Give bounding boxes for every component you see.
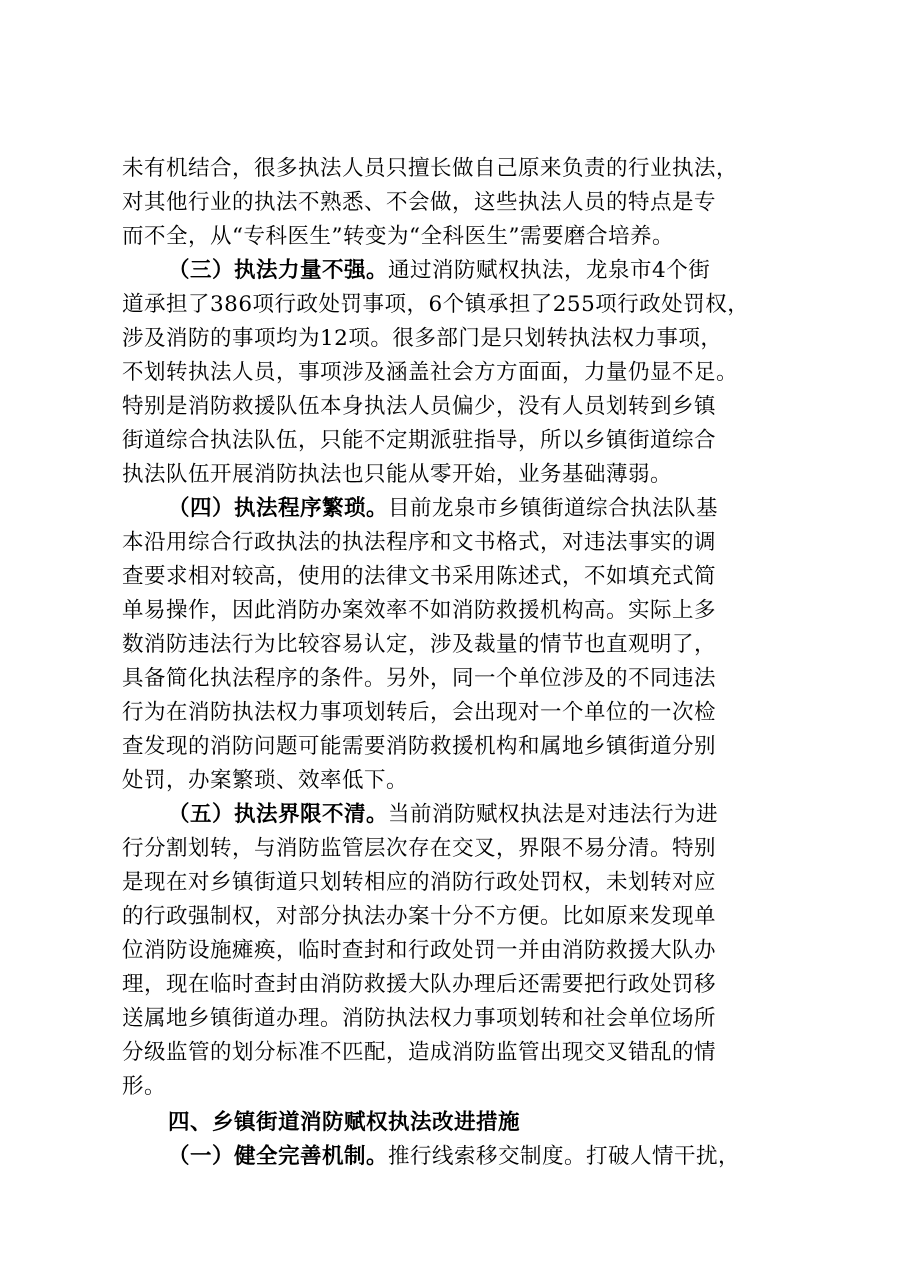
text-line: 本沿用综合行政执法的执法程序和文书格式，对违法事实的调 [122, 530, 717, 555]
text-line: 未有机结合，很多执法人员只擅长做自己原来负责的行业执法， [122, 156, 739, 181]
section-subheading: （一）健全完善机制。 [168, 1144, 389, 1169]
text-line: 道承担了386项行政处罚事项，6个镇承担了255项行政处罚权， [122, 292, 750, 317]
paragraph-first-line [168, 798, 718, 832]
text-line: 处罚，办案繁琐、效率低下。 [122, 768, 409, 793]
text-line: 查发现的消防问题可能需要消防救援机构和属地乡镇街道分别 [122, 734, 717, 759]
text-line: 行分割划转，与消防监管层次存在交叉，界限不易分清。特别 [122, 836, 717, 861]
text-line: 单易操作，因此消防办案效率不如消防救援机构高。实际上多 [122, 598, 717, 623]
text-line: 涉及消防的事项均为12项。很多部门是只划转执法权力事项， [122, 326, 723, 351]
text-line: 是现在对乡镇街道只划转相应的消防行政处罚权，未划转对应 [122, 870, 717, 895]
text-line: 街道综合执法队伍，只能不定期派驻指导，所以乡镇街道综合 [122, 428, 717, 453]
text-line: 送属地乡镇街道办理。消防执法权力事项划转和社会单位场所 [122, 1006, 717, 1031]
text-line: 数消防违法行为比较容易认定，涉及裁量的情节也直观明了， [122, 632, 717, 657]
text-line: 而不全，从“专科医生”转变为“全科医生”需要磨合培养。 [122, 224, 674, 249]
section-subheading: （三）执法力量不强。 [168, 258, 389, 283]
paragraph-first-line [168, 1140, 740, 1174]
paragraph-first-line [168, 492, 718, 526]
text-line: 具备简化执法程序的条件。另外，同一个单位涉及的不同违法 [122, 666, 717, 691]
text-line: 的行政强制权，对部分执法办案十分不方便。比如原来发现单 [122, 904, 717, 929]
text-line: 形。 [122, 1074, 167, 1099]
text-line: 分级监管的划分标准不匹配，造成消防监管出现交叉错乱的情 [122, 1040, 717, 1065]
text-line: 查要求相对较高，使用的法律文书采用陈述式，不如填充式简 [122, 564, 717, 589]
text-span: 目前龙泉市乡镇街道综合执法队基 [388, 496, 719, 521]
section-subheading: （四）执法程序繁琐。 [168, 496, 389, 521]
text-span: 当前消防赋权执法是对违法行为进 [388, 802, 719, 827]
section-heading: 四、乡镇街道消防赋权执法改进措施 [168, 1110, 521, 1135]
text-line: 对其他行业的执法不熟悉、不会做，这些执法人员的特点是专 [122, 190, 717, 215]
text-span: 推行线索移交制度。打破人情干扰， [388, 1144, 741, 1169]
text-line: 行为在消防执法权力事项划转后，会出现对一个单位的一次检 [122, 700, 717, 725]
text-line: 理，现在临时查封由消防救援大队办理后还需要把行政处罚移 [122, 972, 717, 997]
text-line: 位消防设施瘫痪，临时查封和行政处罚一并由消防救援大队办 [122, 938, 717, 963]
text-line: 执法队伍开展消防执法也只能从零开始，业务基础薄弱。 [122, 462, 673, 487]
paragraph-first-line [168, 254, 710, 288]
text-span: 通过消防赋权执法，龙泉市4个街 [388, 258, 711, 283]
section-subheading: （五）执法界限不清。 [168, 802, 389, 827]
text-line: 特别是消防救援队伍本身执法人员偏少，没有人员划转到乡镇 [122, 394, 717, 419]
text-line: 不划转执法人员，事项涉及涵盖社会方方面面，力量仍显不足。 [122, 360, 739, 385]
